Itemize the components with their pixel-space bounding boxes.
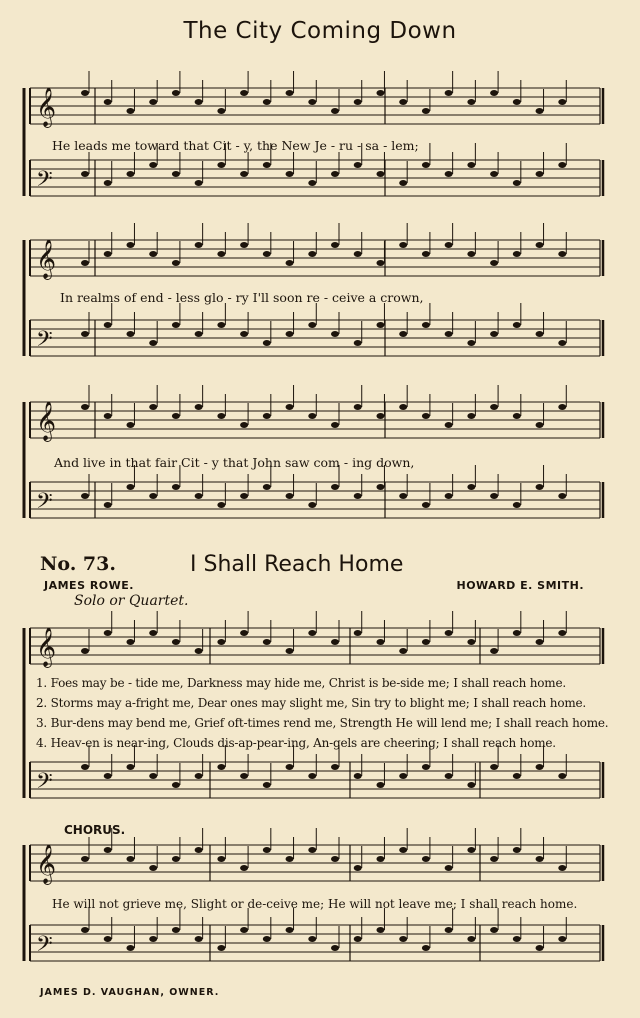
note-head bbox=[536, 108, 544, 114]
note-head bbox=[308, 322, 316, 328]
note-head bbox=[558, 493, 566, 499]
note-head bbox=[422, 413, 430, 419]
note-head bbox=[126, 242, 134, 248]
note-head bbox=[263, 99, 271, 105]
note-head bbox=[104, 99, 112, 105]
clef-icon: 𝄞 bbox=[36, 87, 57, 127]
note-head bbox=[104, 502, 112, 508]
note-head bbox=[126, 764, 134, 770]
note-head bbox=[536, 242, 544, 248]
note-head bbox=[308, 502, 316, 508]
note-head bbox=[286, 764, 294, 770]
note-head bbox=[490, 260, 498, 266]
verse-line: 1. Foes may be - tide me, Darkness may hide me, Christ is be-side me; I shall reach home. bbox=[36, 676, 566, 690]
note-head bbox=[126, 422, 134, 428]
note-head bbox=[308, 251, 316, 257]
note-head bbox=[308, 413, 316, 419]
note-head bbox=[445, 927, 453, 933]
note-head bbox=[240, 422, 248, 428]
note-head bbox=[195, 331, 203, 337]
note-head bbox=[195, 936, 203, 942]
note-head bbox=[422, 856, 430, 862]
note-head bbox=[172, 171, 180, 177]
note-head bbox=[81, 404, 89, 410]
note-head bbox=[445, 171, 453, 177]
note-head bbox=[286, 856, 294, 862]
note-head bbox=[467, 782, 475, 788]
note-head bbox=[445, 630, 453, 636]
note-head bbox=[513, 180, 521, 186]
note-head bbox=[81, 927, 89, 933]
note-head bbox=[558, 773, 566, 779]
note-head bbox=[422, 945, 430, 951]
note-head bbox=[308, 180, 316, 186]
note-head bbox=[240, 242, 248, 248]
note-head bbox=[149, 773, 157, 779]
note-head bbox=[354, 493, 362, 499]
note-head bbox=[104, 322, 112, 328]
note-head bbox=[263, 782, 271, 788]
note-head bbox=[536, 484, 544, 490]
note-head bbox=[81, 493, 89, 499]
note-head bbox=[399, 99, 407, 105]
note-head bbox=[172, 260, 180, 266]
note-head bbox=[558, 404, 566, 410]
note-head bbox=[376, 322, 384, 328]
note-head bbox=[354, 630, 362, 636]
note-head bbox=[422, 764, 430, 770]
note-head bbox=[286, 171, 294, 177]
note-head bbox=[558, 865, 566, 871]
note-head bbox=[195, 99, 203, 105]
note-head bbox=[354, 404, 362, 410]
note-head bbox=[513, 936, 521, 942]
song-title: I Shall Reach Home bbox=[190, 552, 404, 577]
note-head bbox=[104, 413, 112, 419]
note-head bbox=[217, 251, 225, 257]
verse-line: 2. Storms may a-fright me, Dear ones may slight me, Sin try to blight me; I shall reach home. bbox=[36, 696, 587, 710]
note-head bbox=[217, 413, 225, 419]
clef-icon: 𝄞 bbox=[36, 627, 57, 667]
clef-icon: 𝄞 bbox=[36, 401, 57, 441]
note-head bbox=[376, 90, 384, 96]
note-head bbox=[445, 865, 453, 871]
note-head bbox=[240, 171, 248, 177]
note-head bbox=[81, 856, 89, 862]
note-head bbox=[263, 162, 271, 168]
note-head bbox=[331, 639, 339, 645]
note-head bbox=[149, 251, 157, 257]
note-head bbox=[149, 162, 157, 168]
note-head bbox=[126, 171, 134, 177]
note-head bbox=[513, 630, 521, 636]
note-head bbox=[331, 171, 339, 177]
note-head bbox=[195, 180, 203, 186]
note-head bbox=[467, 99, 475, 105]
note-head bbox=[331, 108, 339, 114]
note-head bbox=[354, 936, 362, 942]
note-head bbox=[126, 331, 134, 337]
note-head bbox=[376, 639, 384, 645]
note-head bbox=[286, 90, 294, 96]
note-head bbox=[376, 484, 384, 490]
note-head bbox=[172, 856, 180, 862]
note-head bbox=[354, 251, 362, 257]
clef-icon: 𝄢 bbox=[36, 769, 53, 799]
note-head bbox=[558, 251, 566, 257]
note-head bbox=[422, 322, 430, 328]
note-head bbox=[536, 422, 544, 428]
note-head bbox=[536, 945, 544, 951]
note-head bbox=[536, 639, 544, 645]
note-head bbox=[286, 648, 294, 654]
verse-line: 3. Bur-dens may bend me, Grief oft-times rend me, Strength He will lend me; I shall reach home. bbox=[36, 716, 609, 730]
note-head bbox=[354, 340, 362, 346]
note-head bbox=[354, 162, 362, 168]
note-head bbox=[286, 493, 294, 499]
note-head bbox=[399, 773, 407, 779]
note-head bbox=[422, 251, 430, 257]
note-head bbox=[331, 242, 339, 248]
note-head bbox=[513, 322, 521, 328]
note-head bbox=[399, 847, 407, 853]
note-head bbox=[149, 493, 157, 499]
note-head bbox=[467, 484, 475, 490]
note-head bbox=[445, 773, 453, 779]
note-head bbox=[81, 648, 89, 654]
note-head bbox=[195, 404, 203, 410]
note-head bbox=[240, 90, 248, 96]
note-head bbox=[399, 493, 407, 499]
note-head bbox=[195, 773, 203, 779]
lyric-line: And live in that fair Cit - y that John saw com - ing down, bbox=[54, 455, 415, 470]
note-head bbox=[286, 260, 294, 266]
note-head bbox=[217, 639, 225, 645]
note-head bbox=[445, 242, 453, 248]
note-head bbox=[331, 856, 339, 862]
author: JAMES ROWE. bbox=[44, 579, 134, 592]
note-head bbox=[308, 773, 316, 779]
note-head bbox=[263, 413, 271, 419]
chorus-label: CHORUS. bbox=[64, 823, 126, 837]
note-head bbox=[558, 99, 566, 105]
note-head bbox=[263, 639, 271, 645]
note-head bbox=[513, 413, 521, 419]
note-head bbox=[399, 331, 407, 337]
note-head bbox=[286, 927, 294, 933]
performance-note: Solo or Quartet. bbox=[74, 593, 189, 609]
note-head bbox=[81, 90, 89, 96]
note-head bbox=[149, 99, 157, 105]
note-head bbox=[263, 484, 271, 490]
note-head bbox=[172, 322, 180, 328]
note-head bbox=[263, 847, 271, 853]
note-head bbox=[536, 331, 544, 337]
note-head bbox=[467, 340, 475, 346]
note-head bbox=[104, 180, 112, 186]
note-head bbox=[490, 171, 498, 177]
note-head bbox=[331, 484, 339, 490]
note-head bbox=[445, 422, 453, 428]
note-head bbox=[536, 764, 544, 770]
note-head bbox=[240, 493, 248, 499]
owner-credit: JAMES D. VAUGHAN, OWNER. bbox=[40, 987, 220, 998]
note-head bbox=[240, 927, 248, 933]
note-head bbox=[172, 639, 180, 645]
note-head bbox=[217, 502, 225, 508]
note-head bbox=[376, 260, 384, 266]
note-head bbox=[513, 773, 521, 779]
note-head bbox=[467, 936, 475, 942]
note-head bbox=[445, 90, 453, 96]
note-head bbox=[331, 945, 339, 951]
note-head bbox=[331, 422, 339, 428]
note-head bbox=[376, 856, 384, 862]
note-head bbox=[490, 648, 498, 654]
note-head bbox=[126, 108, 134, 114]
note-head bbox=[513, 847, 521, 853]
note-head bbox=[536, 171, 544, 177]
note-head bbox=[490, 331, 498, 337]
lyric-line: In realms of end - less glo - ry I'll soon re - ceive a crown, bbox=[60, 290, 424, 305]
note-head bbox=[172, 927, 180, 933]
note-head bbox=[558, 630, 566, 636]
note-head bbox=[399, 242, 407, 248]
note-head bbox=[104, 251, 112, 257]
note-head bbox=[467, 847, 475, 853]
note-head bbox=[263, 340, 271, 346]
clef-icon: 𝄢 bbox=[36, 932, 53, 962]
note-head bbox=[399, 404, 407, 410]
note-head bbox=[467, 639, 475, 645]
note-head bbox=[490, 764, 498, 770]
note-head bbox=[104, 773, 112, 779]
note-head bbox=[195, 493, 203, 499]
note-head bbox=[558, 340, 566, 346]
note-head bbox=[490, 927, 498, 933]
clef-icon: 𝄢 bbox=[36, 327, 53, 357]
note-head bbox=[445, 331, 453, 337]
composer: HOWARD E. SMITH. bbox=[456, 579, 584, 592]
note-head bbox=[490, 90, 498, 96]
note-head bbox=[217, 764, 225, 770]
note-head bbox=[354, 865, 362, 871]
note-head bbox=[445, 493, 453, 499]
note-head bbox=[126, 856, 134, 862]
note-head bbox=[376, 927, 384, 933]
note-head bbox=[149, 630, 157, 636]
note-head bbox=[217, 856, 225, 862]
note-head bbox=[126, 945, 134, 951]
note-head bbox=[263, 251, 271, 257]
note-head bbox=[422, 639, 430, 645]
note-head bbox=[172, 413, 180, 419]
note-head bbox=[513, 251, 521, 257]
note-head bbox=[331, 764, 339, 770]
note-head bbox=[195, 242, 203, 248]
note-head bbox=[217, 322, 225, 328]
verse-line: 4. Heav-en is near-ing, Clouds dis-ap-pear-ing, An-gels are cheering; I shall reach home. bbox=[36, 736, 556, 750]
note-head bbox=[126, 639, 134, 645]
note-head bbox=[308, 99, 316, 105]
note-head bbox=[240, 773, 248, 779]
note-head bbox=[240, 865, 248, 871]
note-head bbox=[149, 404, 157, 410]
note-head bbox=[399, 936, 407, 942]
note-head bbox=[354, 99, 362, 105]
note-head bbox=[104, 630, 112, 636]
note-head bbox=[399, 180, 407, 186]
note-head bbox=[172, 90, 180, 96]
note-head bbox=[126, 484, 134, 490]
note-head bbox=[81, 331, 89, 337]
note-head bbox=[558, 162, 566, 168]
note-head bbox=[195, 648, 203, 654]
note-head bbox=[217, 108, 225, 114]
clef-icon: 𝄞 bbox=[36, 239, 57, 279]
note-head bbox=[513, 99, 521, 105]
note-head bbox=[217, 162, 225, 168]
clef-icon: 𝄢 bbox=[36, 167, 53, 197]
note-head bbox=[172, 782, 180, 788]
clef-icon: 𝄞 bbox=[36, 844, 57, 884]
note-head bbox=[240, 331, 248, 337]
note-head bbox=[308, 936, 316, 942]
note-head bbox=[467, 413, 475, 419]
song-title: The City Coming Down bbox=[183, 18, 457, 44]
hymn-number: No. 73. bbox=[40, 553, 116, 575]
note-head bbox=[422, 108, 430, 114]
note-head bbox=[490, 856, 498, 862]
note-head bbox=[467, 162, 475, 168]
note-head bbox=[149, 865, 157, 871]
note-head bbox=[536, 856, 544, 862]
note-head bbox=[490, 404, 498, 410]
note-head bbox=[308, 630, 316, 636]
note-head bbox=[376, 413, 384, 419]
note-head bbox=[422, 162, 430, 168]
note-head bbox=[81, 764, 89, 770]
note-head bbox=[308, 847, 316, 853]
note-head bbox=[490, 493, 498, 499]
note-head bbox=[376, 782, 384, 788]
lyric-line: He leads me toward that Cit - y, the New Je - ru - sa - lem; bbox=[52, 138, 419, 153]
chorus-lyric: He will not grieve me, Slight or de-ceive me; He will not leave me; I shall reach home. bbox=[52, 897, 578, 911]
note-head bbox=[331, 331, 339, 337]
note-head bbox=[354, 773, 362, 779]
note-head bbox=[399, 648, 407, 654]
note-head bbox=[263, 936, 271, 942]
note-head bbox=[286, 404, 294, 410]
note-head bbox=[81, 260, 89, 266]
note-head bbox=[104, 936, 112, 942]
note-head bbox=[513, 502, 521, 508]
note-head bbox=[558, 936, 566, 942]
note-head bbox=[172, 484, 180, 490]
clef-icon: 𝄢 bbox=[36, 489, 53, 519]
note-head bbox=[240, 630, 248, 636]
note-head bbox=[81, 171, 89, 177]
note-head bbox=[195, 847, 203, 853]
note-head bbox=[286, 331, 294, 337]
note-head bbox=[217, 945, 225, 951]
note-head bbox=[376, 171, 384, 177]
note-head bbox=[149, 340, 157, 346]
note-head bbox=[467, 251, 475, 257]
note-head bbox=[149, 936, 157, 942]
note-head bbox=[422, 502, 430, 508]
note-head bbox=[104, 847, 112, 853]
